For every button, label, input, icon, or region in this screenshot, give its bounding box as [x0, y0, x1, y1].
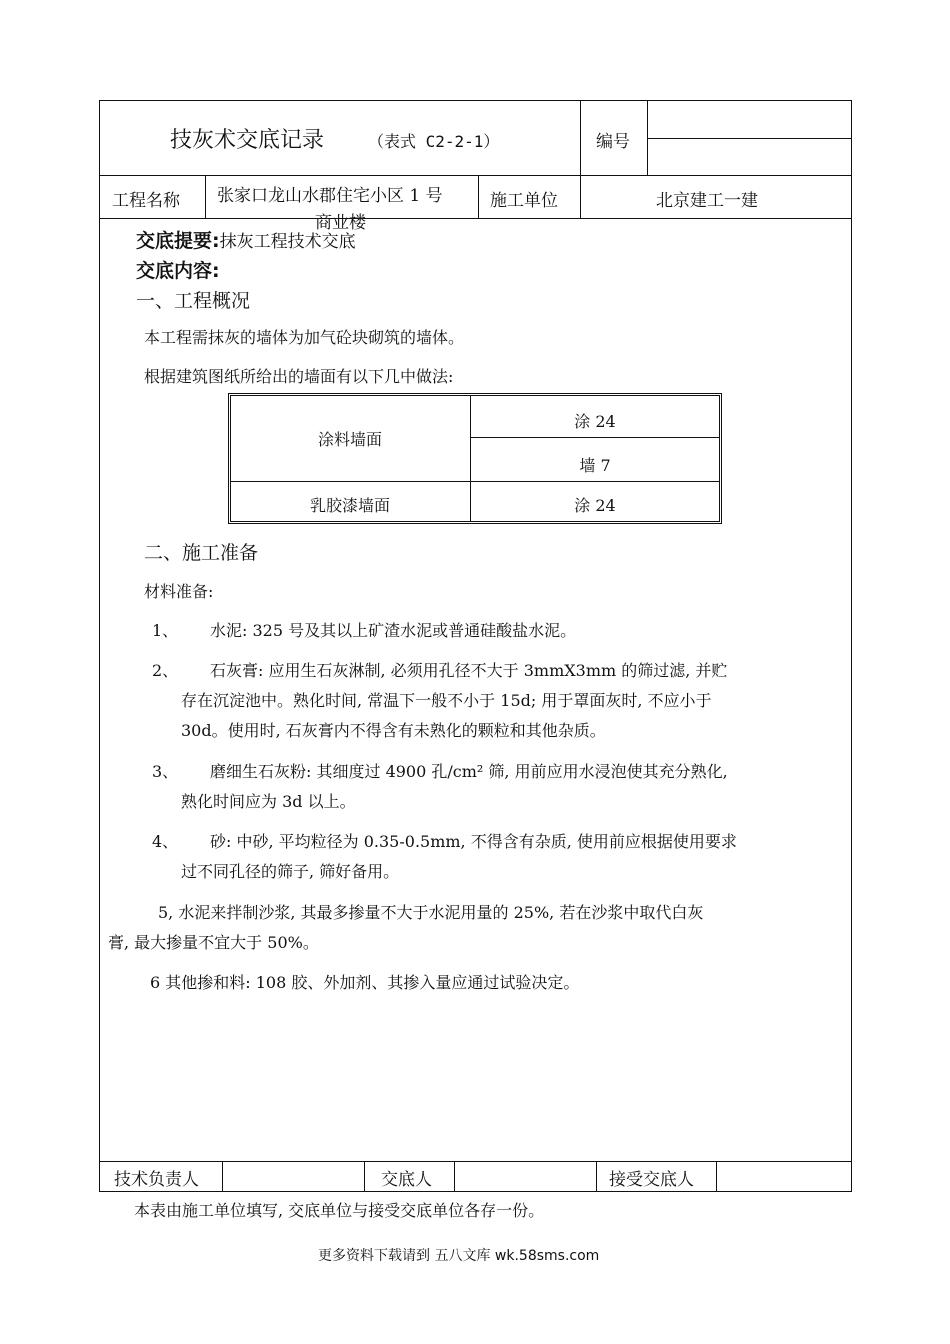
item3-number: 3、 [152, 762, 179, 781]
item5-line2: 膏, 最大掺量不宜大于 50%。 [108, 933, 319, 952]
section1-p2: 根据建筑图纸所给出的墙面有以下几中做法: [144, 367, 454, 386]
item5-line1: 5, 水泥来拌制沙浆, 其最多掺量不大于水泥用量的 25%, 若在沙浆中取代白灰 [158, 903, 704, 922]
project-name-value: 张家口龙山水郡住宅小区 1 号 [217, 186, 443, 206]
frame-bottom [99, 1191, 852, 1192]
item2-line2: 存在沉淀池中。熟化时间, 常温下一般不小于 15d; 用于罩面灰时, 不应小于 [181, 691, 712, 710]
materials-label: 材料准备: [144, 582, 214, 601]
footnote: 本表由施工单位填写, 交底单位与接受交底单位各存一份。 [134, 1201, 545, 1220]
item3-line1: 磨细生石灰粉: 其细度过 4900 孔/cm² 筛, 用前应用水浸泡使其充分熟化, [210, 762, 728, 781]
sign-divider-2 [364, 1161, 365, 1191]
section1-title: 一、工程概况 [136, 290, 251, 312]
item4-number: 4、 [152, 832, 179, 851]
number-row-divider [647, 138, 851, 139]
discloser-label: 交底人 [381, 1170, 432, 1190]
item2-number: 2、 [152, 661, 179, 680]
wall-table-row2-name: 乳胶漆墙面 [309, 495, 390, 515]
summary-value: 抹灰工程技术交底 [219, 232, 356, 252]
frame-sign-top [99, 1161, 852, 1162]
project-name-cell [207, 176, 477, 233]
item6-line: 6 其他掺和料: 108 胶、外加剂、其掺入量应通过试验决定。 [150, 973, 580, 992]
contractor-label: 施工单位 [490, 191, 558, 211]
sign-divider-4 [596, 1161, 597, 1191]
wall-table-row1-value1: 涂 24 [574, 411, 616, 431]
receiver-label: 接受交底人 [609, 1170, 694, 1190]
contractor-value: 北京建工一建 [656, 191, 758, 211]
frame-top [99, 100, 852, 101]
tech-lead-label: 技术负责人 [114, 1170, 199, 1190]
section2-title: 二、施工准备 [144, 542, 259, 564]
item1-line1: 水泥: 325 号及其以上矿渣水泥或普通硅酸盐水泥。 [210, 621, 577, 640]
item2-line3: 30d。使用时, 石灰膏内不得含有未熟化的颗粒和其他杂质。 [181, 721, 606, 740]
form-title: 技灰术交底记录 [170, 128, 325, 153]
sign-divider-5 [716, 1161, 717, 1191]
item4-line1: 砂: 中砂, 平均粒径为 0.35-0.5mm, 不得含有杂质, 使用前应根据使用要求 [210, 832, 737, 851]
item3-line2: 熟化时间应为 3d 以上。 [181, 792, 356, 811]
section1-p1: 本工程需抹灰的墙体为加气砼块砌筑的墙体。 [144, 328, 465, 347]
project-divider-2 [478, 175, 479, 218]
sign-divider-1 [222, 1161, 223, 1191]
title-number-divider [580, 100, 581, 175]
project-divider-1 [205, 175, 206, 218]
frame-project-bottom [99, 218, 852, 219]
form-code: （表式 C2-2-1） [368, 132, 500, 151]
summary-label: 交底提要: [136, 230, 220, 252]
wall-table-row2-value1: 涂 24 [574, 495, 616, 515]
item1-number: 1、 [152, 621, 179, 640]
wall-table-row1-name: 涂料墙面 [317, 430, 382, 449]
project-divider-3 [580, 175, 581, 218]
wall-table-row1-value2: 墙 7 [579, 455, 611, 475]
summary-line [136, 226, 356, 253]
content-label: 交底内容: [136, 260, 220, 282]
project-name-label: 工程名称 [112, 191, 180, 211]
item4-line2: 过不同孔径的筛子, 筛好备用。 [181, 862, 400, 881]
project-name-overflow: 商业楼 [315, 213, 366, 233]
sign-divider-3 [454, 1161, 455, 1191]
item2-line1: 石灰膏: 应用生石灰淋制, 必须用孔径不大于 3mmX3mm 的筛过滤, 并贮 [210, 661, 728, 680]
frame-left [99, 100, 100, 1192]
watermark-link[interactable]: 更多资料下载请到 五八文库 wk.58sms.com [318, 1248, 600, 1264]
number-label: 编号 [596, 132, 630, 152]
frame-right [851, 100, 852, 1192]
